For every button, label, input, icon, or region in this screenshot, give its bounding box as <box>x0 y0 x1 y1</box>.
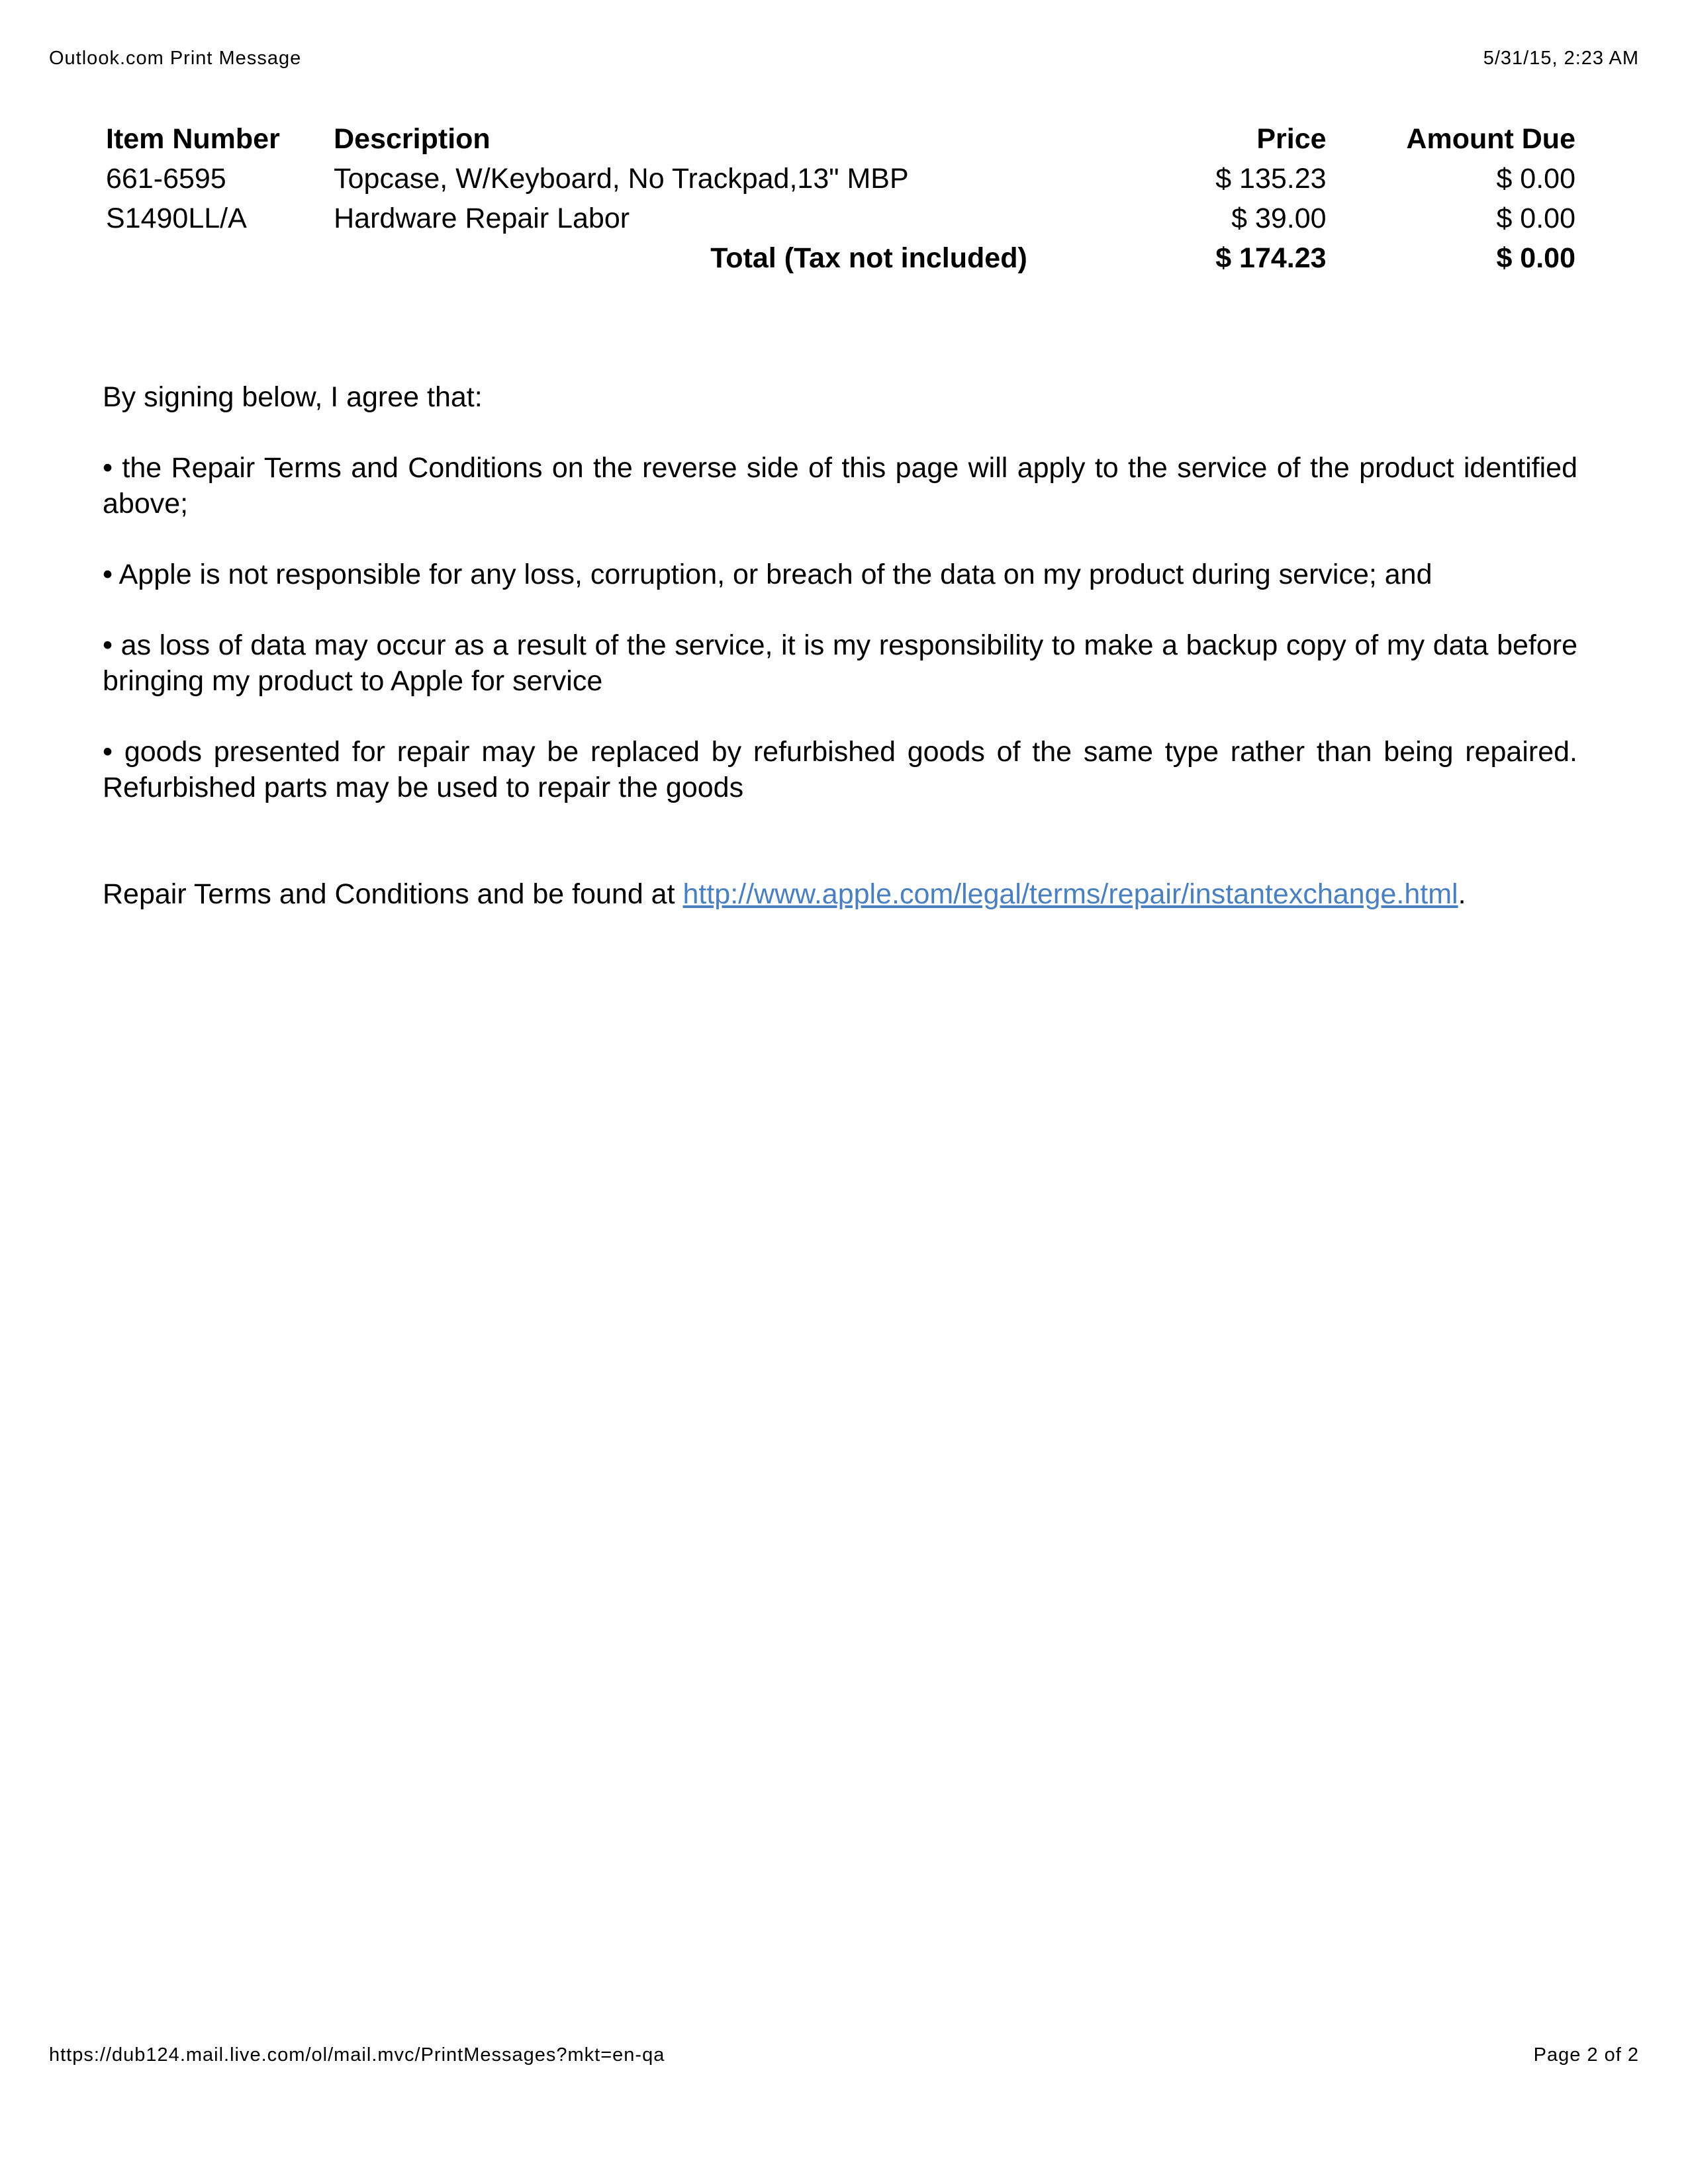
table-row <box>99 199 1575 238</box>
repair-terms-link[interactable]: http://www.apple.com/legal/terms/repair/instantexchange.html <box>682 878 1458 910</box>
amount-due-cell: $ 0.00 <box>1496 163 1575 195</box>
terms-bullet: • the Repair Terms and Conditions on the reverse side of this page will apply to the service of the product identified above; <box>103 452 1577 520</box>
column-header-price: Price <box>1256 123 1327 155</box>
total-row <box>99 238 1575 278</box>
terms-link-paragraph <box>103 876 1577 912</box>
table-header-row <box>99 119 1575 159</box>
terms-bullet: • as loss of data may occur as a result of the service, it is my responsibility to make a backup copy of my data before bringing my product to Apple for service <box>103 629 1577 697</box>
terms-bullet: • Apple is not responsible for any loss, corruption, or breach of the data on my product during service; and <box>103 559 1432 590</box>
price-cell: $ 39.00 <box>1231 203 1327 234</box>
item-number-cell: S1490LL/A <box>106 203 247 234</box>
terms-link-period: . <box>1458 878 1466 910</box>
table-row <box>99 159 1575 199</box>
amount-due-cell: $ 0.00 <box>1496 203 1575 234</box>
item-number-cell: 661-6595 <box>106 163 226 195</box>
print-footer <box>49 2044 1639 2066</box>
column-header-description: Description <box>334 123 491 155</box>
repair-items-table <box>99 119 1575 278</box>
total-price: $ 174.23 <box>1215 242 1327 274</box>
repair-terms-section <box>103 379 1577 947</box>
print-header <box>49 48 1639 69</box>
terms-link-lead-text: Repair Terms and Conditions and be found at <box>103 878 683 910</box>
terms-intro: By signing below, I agree that: <box>103 381 483 413</box>
print-header-title: Outlook.com Print Message <box>49 48 302 69</box>
print-header-timestamp: 5/31/15, 2:23 AM <box>1483 48 1639 69</box>
terms-bullet: • goods presented for repair may be replaced by refurbished goods of the same type rather than being repaired. Refurbished parts may be used to repair the goods <box>103 736 1577 803</box>
description-cell: Hardware Repair Labor <box>334 203 630 234</box>
total-label: Total (Tax not included) <box>710 242 1027 274</box>
column-header-item-number: Item Number <box>106 123 280 155</box>
description-cell: Topcase, W/Keyboard, No Trackpad,13" MBP <box>334 163 909 195</box>
page-number: Page 2 of 2 <box>1533 2044 1639 2066</box>
price-cell: $ 135.23 <box>1215 163 1327 195</box>
print-footer-url: https://dub124.mail.live.com/ol/mail.mvc/PrintMessages?mkt=en-qa <box>49 2044 665 2066</box>
total-amount-due: $ 0.00 <box>1496 242 1575 274</box>
column-header-amount-due: Amount Due <box>1406 123 1575 155</box>
